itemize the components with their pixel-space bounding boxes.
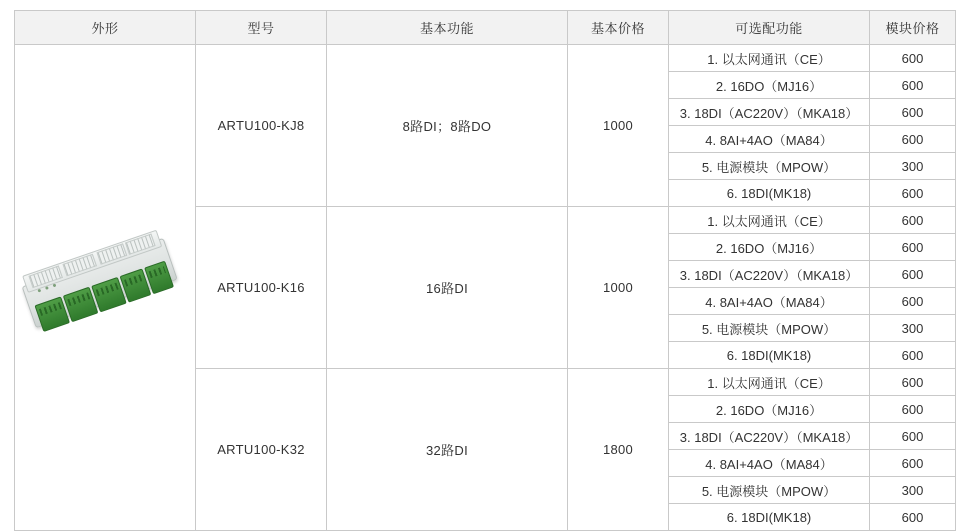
- cell-option: 3. 18DI（AC220V）（MKA18）: [669, 423, 870, 450]
- column-header-appearance: 外形: [15, 11, 196, 45]
- cell-option: 2. 16DO（MJ16）: [669, 234, 870, 261]
- spec-table-page: [0, 10, 963, 525]
- product-image-cell: [15, 45, 196, 531]
- cell-option: 5. 电源模块（MPOW）: [669, 153, 870, 180]
- cell-module-price: 600: [870, 450, 956, 477]
- cell-module-price: 600: [870, 45, 956, 72]
- cell-option: 6. 18DI(MK18): [669, 180, 870, 207]
- cell-model: ARTU100-K16: [196, 207, 327, 369]
- cell-function: 8路DI；8路DO: [327, 45, 568, 207]
- table-header: [15, 11, 956, 45]
- cell-option: 1. 以太网通讯（CE）: [669, 369, 870, 396]
- cell-base-price: 1000: [568, 207, 669, 369]
- cell-module-price: 600: [870, 369, 956, 396]
- cell-module-price: 300: [870, 153, 956, 180]
- cell-option: 2. 16DO（MJ16）: [669, 72, 870, 99]
- column-header-module-price: 模块价格: [870, 11, 956, 45]
- cell-option: 6. 18DI(MK18): [669, 504, 870, 531]
- cell-module-price: 600: [870, 207, 956, 234]
- device-illustration: [17, 213, 193, 363]
- cell-module-price: 600: [870, 72, 956, 99]
- cell-module-price: 600: [870, 234, 956, 261]
- cell-module-price: 600: [870, 126, 956, 153]
- cell-module-price: 600: [870, 423, 956, 450]
- cell-function: 32路DI: [327, 369, 568, 531]
- table-header-row: [15, 11, 956, 45]
- column-header-model: 型号: [196, 11, 327, 45]
- cell-base-price: 1000: [568, 45, 669, 207]
- cell-option: 4. 8AI+4AO（MA84）: [669, 450, 870, 477]
- cell-option: 2. 16DO（MJ16）: [669, 396, 870, 423]
- table-body: [15, 45, 956, 531]
- cell-option: 5. 电源模块（MPOW）: [669, 315, 870, 342]
- cell-option: 4. 8AI+4AO（MA84）: [669, 126, 870, 153]
- product-spec-table: [14, 10, 956, 531]
- cell-base-price: 1800: [568, 369, 669, 531]
- cell-option: 3. 18DI（AC220V）（MKA18）: [669, 99, 870, 126]
- cell-module-price: 600: [870, 504, 956, 531]
- cell-option: 6. 18DI(MK18): [669, 342, 870, 369]
- column-header-function: 基本功能: [327, 11, 568, 45]
- cell-function: 16路DI: [327, 207, 568, 369]
- cell-model: ARTU100-KJ8: [196, 45, 327, 207]
- cell-option: 4. 8AI+4AO（MA84）: [669, 288, 870, 315]
- cell-option: 1. 以太网通讯（CE）: [669, 207, 870, 234]
- cell-option: 5. 电源模块（MPOW）: [669, 477, 870, 504]
- cell-module-price: 600: [870, 288, 956, 315]
- cell-module-price: 600: [870, 396, 956, 423]
- cell-model: ARTU100-K32: [196, 369, 327, 531]
- cell-option: 1. 以太网通讯（CE）: [669, 45, 870, 72]
- artu100-module-image: [16, 220, 185, 346]
- cell-option: 3. 18DI（AC220V）（MKA18）: [669, 261, 870, 288]
- cell-module-price: 600: [870, 99, 956, 126]
- column-header-base-price: 基本价格: [568, 11, 669, 45]
- column-header-options: 可选配功能: [669, 11, 870, 45]
- cell-module-price: 300: [870, 477, 956, 504]
- table-row: [15, 45, 956, 72]
- cell-module-price: 600: [870, 261, 956, 288]
- cell-module-price: 600: [870, 180, 956, 207]
- cell-module-price: 600: [870, 342, 956, 369]
- cell-module-price: 300: [870, 315, 956, 342]
